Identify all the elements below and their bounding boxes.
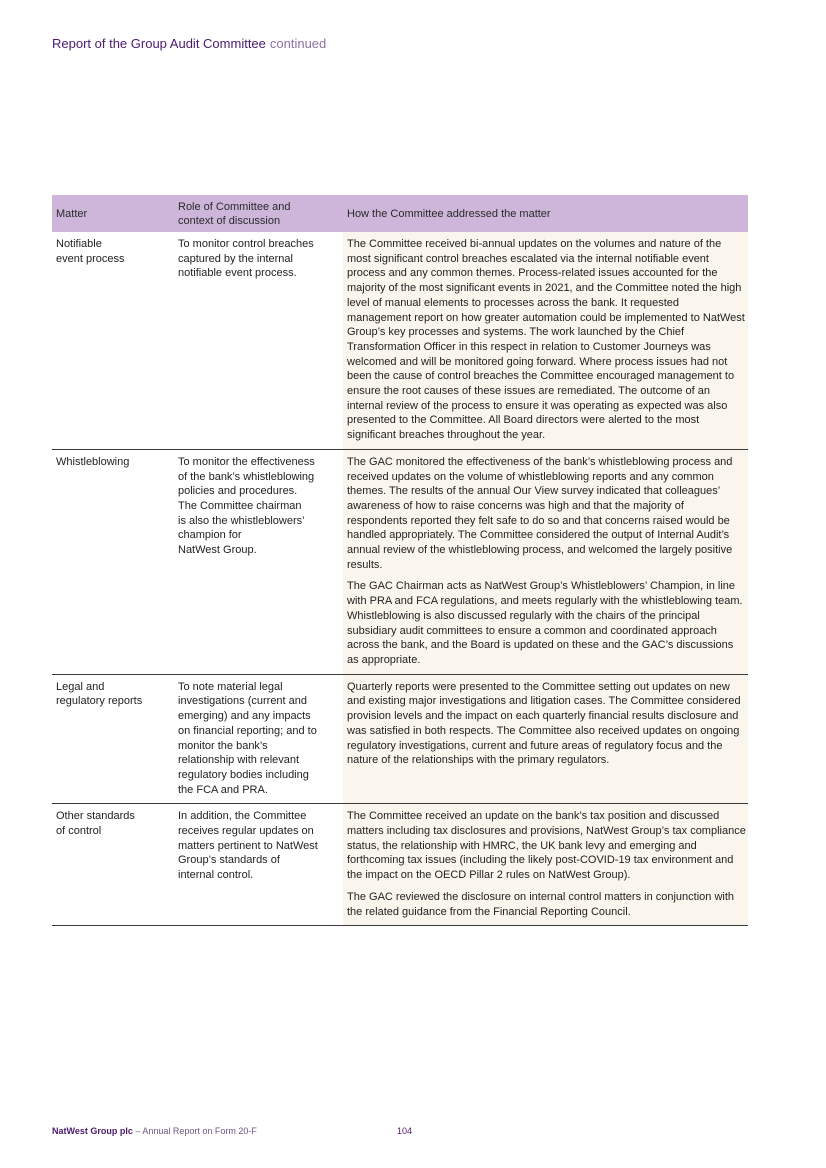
page-title: Report of the Group Audit Committee	[52, 36, 266, 51]
page-header	[52, 36, 326, 51]
row-how-paragraph: Quarterly reports were presented to the Committee setting out updates on new and existing major investigations and litigation cases. The Committee considered provision levels and the impact on each quarterly financial results disclosure and was satisfied in both respects. The Committee also received updates on ongoing regulatory investigations, current and future areas of regulatory focus and the nature of the relationships with the primary regulators.	[347, 680, 741, 767]
row-role: In addition, the Committee receives regular updates on matters pertinent to NatWest Group’s standards of internal control.	[178, 810, 318, 882]
table-row	[52, 804, 748, 926]
row-how-paragraph: The Committee received bi-annual updates on the volumes and nature of the most significant control breaches escalated via the internal notifiable event process and any common themes. Process-related issues accounted for the majority of the most significant events in 2021, and the Committee noted the high level of manual elements to processes across the bank. It requested management report on how greater automation could be implemented to NatWest Group’s key processes and systems. The work launched by the Chief Transformation Officer in this respect in relation to Customer Journeys was welcomed and will be monitored going forward. Where process issues had not been the cause of control breaches the Committee encouraged management to ensure the root causes of these issues are remediated. The outcome of an internal review of the process to ensure it was operating as expected was also presented to the Committee. All Board directors were alerted to the most significant breaches throughout the year.	[347, 238, 745, 442]
row-how	[343, 675, 748, 804]
matters-table	[52, 195, 748, 926]
row-matter: Notifiable event process	[56, 238, 125, 265]
row-how	[343, 232, 748, 449]
row-how-paragraph: The Committee received an update on the bank’s tax position and discussed matters including tax disclosures and provisions, NatWest Group’s tax compliance status, the relationship with HMRC, the UK bank levy and emerging and forthcoming tax issues (including the likely post-COVID-19 tax environment and the impact on the OECD Pillar 2 rules on NatWest Group).	[347, 810, 746, 882]
page-number: 104	[397, 1126, 413, 1136]
row-how-paragraph: The GAC reviewed the disclosure on internal control matters in conjunction with the related guidance from the Financial Reporting Council.	[347, 890, 735, 918]
row-matter: Legal and regulatory reports	[56, 680, 143, 708]
row-how-paragraph: The GAC monitored the effectiveness of the bank’s whistleblowing process and received updates on the volume of whistleblowing reports and any common themes. The results of the annual Our View survey indicated that colleagues’ awareness of how to raise concerns was high and that the majority of respondents reported they felt safe to do so and that concerns raised would be handled appropriately. The Committee considered the output of Internal Audit’s annual review of the whistleblowing process, and welcomed the largely positive results.	[347, 455, 733, 571]
row-role: To monitor the effectiveness of the bank’s whistleblowing policies and procedures. The Committee chairman is also the whistleblowers’ champion for NatWest Group.	[178, 455, 315, 557]
table-row	[52, 232, 748, 450]
row-role: To note material legal investigations (current and emerging) and any impacts on financial reporting; and to monitor the bank’s relationship with relevant regulatory bodies including the FCA and PRA.	[178, 680, 317, 796]
column-header-matter: Matter	[56, 207, 88, 220]
table-header	[52, 195, 748, 232]
row-matter: Other standards of control	[56, 810, 135, 838]
table-row	[52, 675, 748, 805]
column-header-how: How the Committee addressed the matter	[347, 207, 551, 220]
page-title-continued: continued	[269, 36, 327, 51]
row-how	[343, 450, 748, 674]
row-role: To monitor control breaches captured by the internal notifiable event process.	[178, 238, 314, 280]
footer-subtitle: – Annual Report on Form 20-F	[132, 1126, 257, 1136]
column-header-role: Role of Committee and context of discussion	[178, 200, 291, 227]
row-how-paragraph: The GAC Chairman acts as NatWest Group’s Whistleblowers’ Champion, in line with PRA and FCA regulations, and meets regularly with the whistleblowing team. Whistleblowing is also discussed regularly with the chairs of the principal subsidiary audit committees to ensure a common and coordinated approach across the bank, and the Board is updated on these and the GAC’s discussions as appropriate.	[347, 580, 743, 666]
table-row	[52, 450, 748, 675]
row-how	[343, 804, 748, 925]
row-matter: Whistleblowing	[56, 455, 130, 468]
page-footer	[52, 1126, 257, 1136]
footer-brand: NatWest Group plc	[52, 1126, 133, 1136]
